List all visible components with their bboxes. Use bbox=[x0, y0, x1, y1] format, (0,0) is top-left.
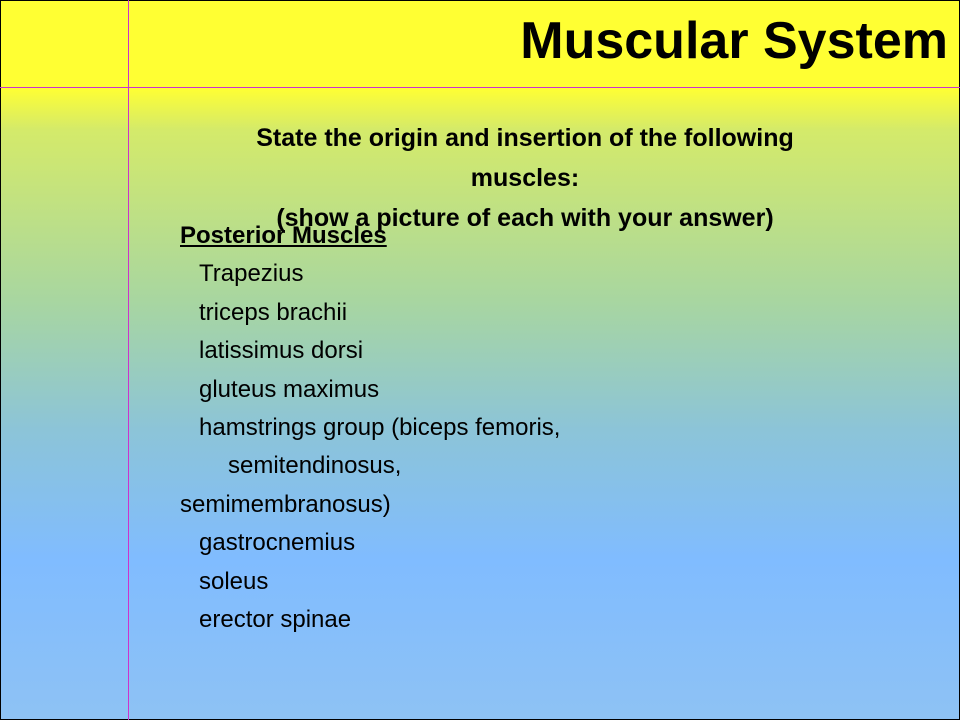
instructions-line-3: (show a picture of each with your answer) bbox=[276, 204, 774, 232]
vertical-rule bbox=[128, 0, 129, 720]
instructions-line-2: muscles: bbox=[470, 164, 580, 192]
list-item-hamstrings-cont-2: semimembranosus) bbox=[180, 490, 391, 518]
list-item-gluteus: gluteus maximus bbox=[199, 375, 380, 403]
list-item-gastrocnemius: gastrocnemius bbox=[199, 529, 356, 557]
list-item-hamstrings-cont-1: semitendinosus, bbox=[228, 452, 402, 480]
list-heading: Posterior Muscles bbox=[180, 222, 387, 249]
muscle-list bbox=[180, 217, 920, 639]
list-item-triceps: triceps brachii bbox=[199, 298, 348, 326]
instructions-line-1: State the origin and insertion of the following bbox=[256, 124, 794, 152]
list-item-erector-spinae: erector spinae bbox=[199, 606, 352, 634]
slide-title: Muscular System bbox=[520, 12, 948, 70]
list-item-hamstrings: hamstrings group (biceps femoris, bbox=[199, 414, 561, 442]
list-item-soleus: soleus bbox=[199, 567, 269, 595]
list-item-latissimus: latissimus dorsi bbox=[199, 337, 364, 365]
horizontal-rule bbox=[0, 87, 960, 88]
list-item-trapezius: Trapezius bbox=[199, 260, 304, 288]
